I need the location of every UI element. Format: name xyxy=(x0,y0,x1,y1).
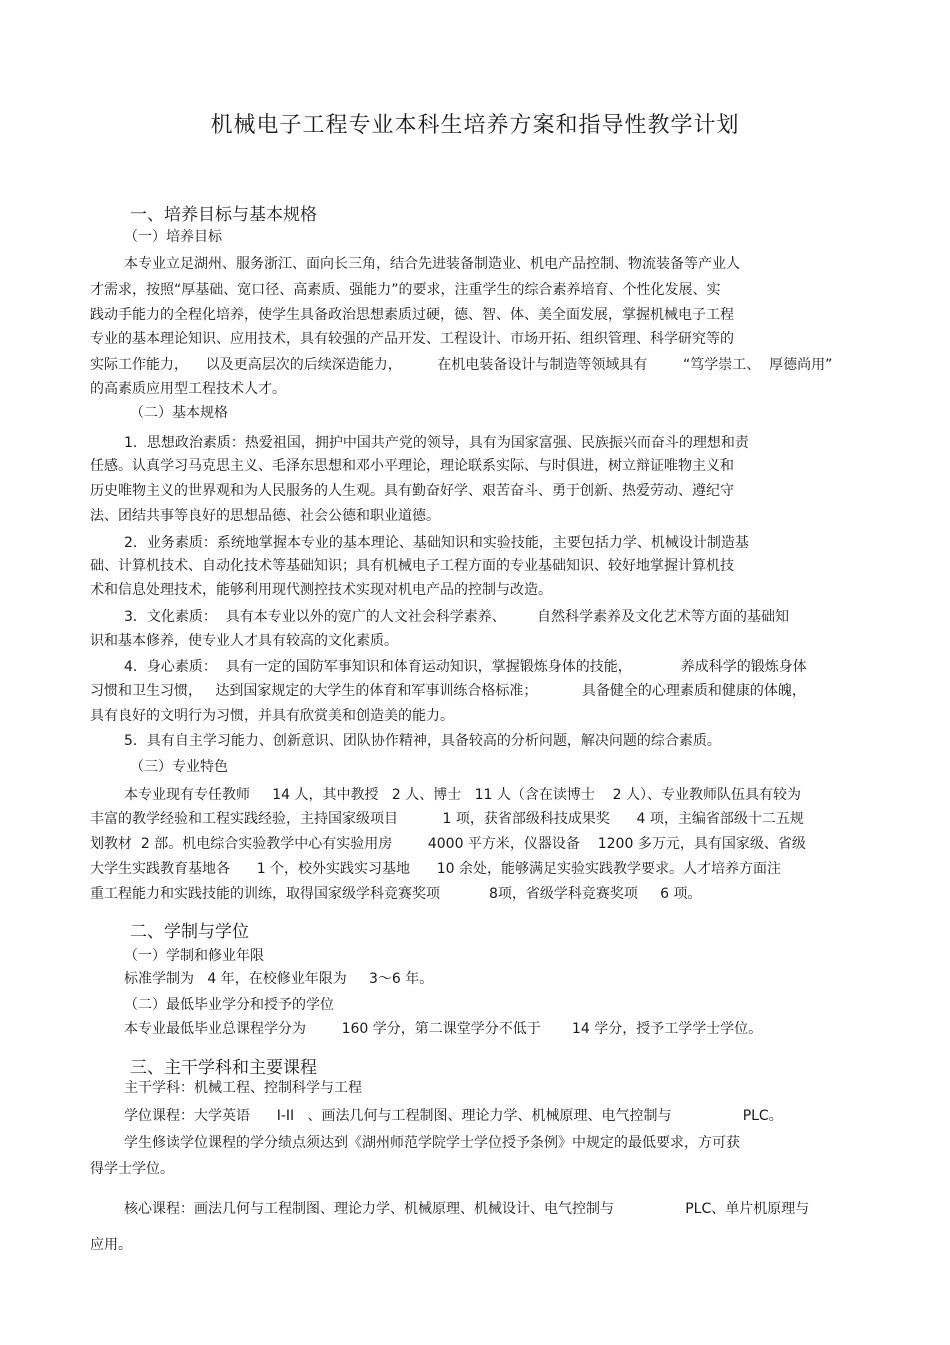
document-title: 机械电子工程专业本科生培养方案和指导性教学计划 xyxy=(210,113,740,138)
section-2-heading: 二、学制与学位 xyxy=(130,922,249,942)
spec-line: 1．思想政治素质：热爱祖国，拥护中国共产党的领导，具有为国家富强、民族振兴而奋斗的理想和责 xyxy=(124,435,749,451)
section-1-sub-2: （二）基本规格 xyxy=(130,405,228,421)
goal-line: 才需求，按照“厚基础、宽口径、高素质、强能力”的要求，注重学生的综合素养培育、个性化发展、实 xyxy=(90,282,721,298)
feature-line: 重工程能力和实践技能的训练，取得国家级学科竞赛奖项 8项，省级学科竞赛奖项 6 项。 xyxy=(90,886,702,902)
feature-line: 大学生实践教育基地各 1 个，校外实践实习基地 10 余处，能够满足实验实践教学要求。人才培养方面注 xyxy=(90,861,782,877)
feature-line: 划教材 2 部。机电综合实验教学中心有实验用房 4000 平方米，仪器设备 1200 多万元，具有国家级、省级 xyxy=(90,836,806,852)
goal-line: 实际工作能力， 以及更高层次的后续深造能力， 在机电装备设计与制造等领域具有 “笃学崇工、 厚德尚用” xyxy=(90,357,833,373)
section-1-sub-3: （三）专业特色 xyxy=(130,759,228,775)
spec-line: 法、团结共事等良好的思想品德、社会公德和职业道德。 xyxy=(90,508,440,524)
feature-line: 丰富的教学经验和工程实践经验，主持国家级项目 1 项，获省部级科技成果奖 4 项，主编省部级十二五规 xyxy=(90,811,804,827)
spec-line: 3．文化素质： 具有本专业以外的宽广的人文社会科学素养、 自然科学素养及文化艺术等方面的基础知 xyxy=(124,609,789,625)
section-1-heading: 一、培养目标与基本规格 xyxy=(130,205,317,225)
spec-line: 习惯和卫生习惯， 达到国家规定的大学生的体育和军事训练合格标准； 具备健全的心理素质和健康的体魄， xyxy=(90,683,806,699)
section-3-heading: 三、主干学科和主要课程 xyxy=(130,1058,317,1078)
credits-line: 本专业最低毕业总课程学分为 160 学分，第二课堂学分不低于 14 学分，授予工学学士学位。 xyxy=(124,1021,763,1037)
spec-line: 任感。认真学习马克思主义、毛泽东思想和邓小平理论，理论联系实际、与时俱进，树立辩证唯物主义和 xyxy=(90,458,734,474)
core-courses-line: 核心课程：画法几何与工程制图、理论力学、机械原理、机械设计、电气控制与 PLC、单片机原理与 xyxy=(124,1201,810,1217)
section-1-sub-1: （一）培养目标 xyxy=(124,229,222,245)
spec-line: 识和基本修养，使专业人才具有较高的文化素质。 xyxy=(90,633,398,649)
goal-line: 践动手能力的全程化培养，使学生具备政治思想素质过硬，德、智、体、美全面发展，掌握机械电子工程 xyxy=(90,307,734,323)
spec-line: 术和信息处理技术，能够利用现代测控技术实现对机电产品的控制与改造。 xyxy=(90,582,552,598)
spec-line: 4．身心素质： 具有一定的国防军事知识和体育运动知识，掌握锻炼身体的技能， 养成科学的锻炼身体 xyxy=(124,659,807,675)
main-disciplines-line: 主干学科：机械工程、控制科学与工程 xyxy=(124,1080,362,1096)
goal-line: 的高素质应用型工程技术人才。 xyxy=(90,381,286,397)
spec-line: 2．业务素质：系统地掌握本专业的基本理论、基础知识和实验技能，主要包括力学、机械设计制造基 xyxy=(124,535,749,551)
degree-requirement-line: 学生修读学位课程的学分绩点须达到《湖州师范学院学士学位授予条例》中规定的最低要求，方可获 xyxy=(124,1135,740,1151)
spec-line: 础、计算机技术、自动化技术等基础知识；具有机械电子工程方面的专业基础知识、较好地掌握计算机技 xyxy=(90,558,734,574)
spec-line: 具有良好的文明行为习惯，并具有欣赏美和创造美的能力。 xyxy=(90,708,454,724)
degree-courses-line: 学位课程：大学英语 I-II 、画法几何与工程制图、理论力学、机械原理、电气控制与 PLC。 xyxy=(124,1108,783,1124)
goal-line: 专业的基本理论知识、应用技术，具有较强的产品开发、工程设计、市场开拓、组织管理、科学研究等的 xyxy=(90,331,734,347)
goal-line: 本专业立足湖州、服务浙江、面向长三角，结合先进装备制造业、机电产品控制、物流装备等产业人 xyxy=(124,256,740,272)
feature-line: 本专业现有专任教师 14 人，其中教授 2 人、博士 11 人（含在读博士 2 人）、专业教师队伍具有较为 xyxy=(124,787,801,803)
section-2-sub-2: （二）最低毕业学分和授予的学位 xyxy=(124,997,334,1013)
core-courses-line: 应用。 xyxy=(90,1237,132,1253)
spec-line: 历史唯物主义的世界观和为人民服务的人生观。具有勤奋好学、艰苦奋斗、勇于创新、热爱劳动、遵纪守 xyxy=(90,483,734,499)
degree-requirement-line: 得学士学位。 xyxy=(90,1161,174,1177)
duration-line: 标准学制为 4 年，在校修业年限为 3～6 年。 xyxy=(124,971,434,987)
spec-line: 5．具有自主学习能力、创新意识、团队协作精神，具备较高的分析问题，解决问题的综合素质。 xyxy=(124,733,721,749)
section-2-sub-1: （一）学制和修业年限 xyxy=(124,948,264,964)
